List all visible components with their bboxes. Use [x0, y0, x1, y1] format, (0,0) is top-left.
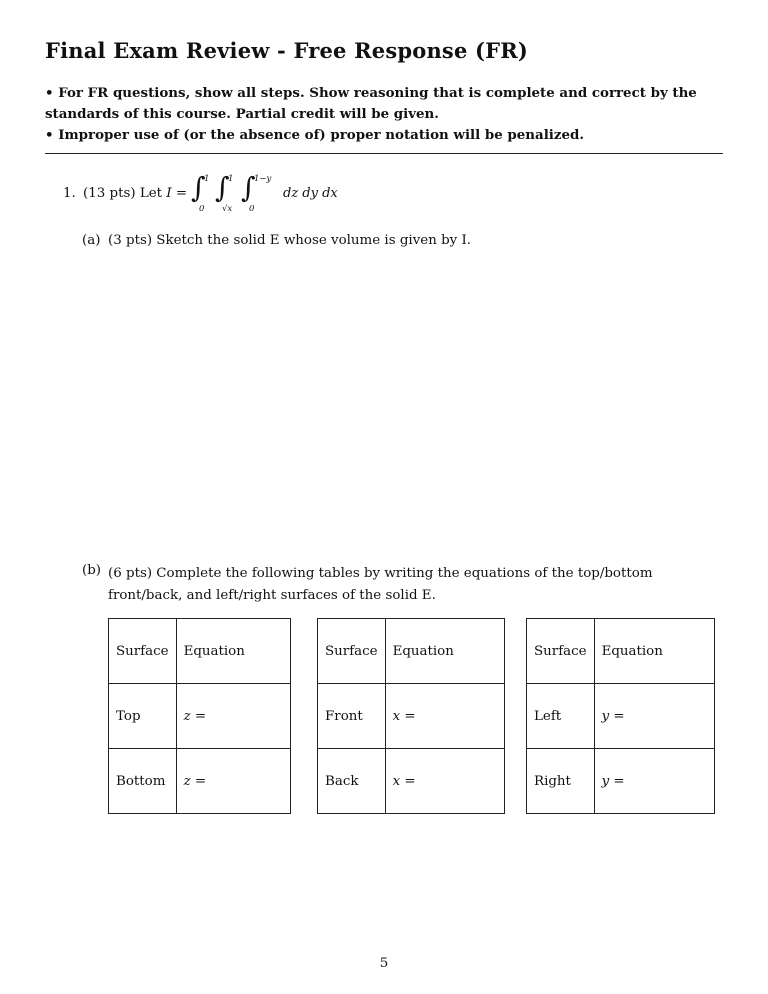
upper-limit-middle: 1: [228, 174, 234, 184]
instructions: [45, 83, 725, 146]
table-header-cell: Surface: [527, 619, 595, 684]
surface-name: Bottom: [109, 749, 177, 814]
upper-limit-outer: 1: [204, 174, 210, 184]
surface-name: Left: [527, 684, 595, 749]
equals-sign: =: [171, 186, 188, 201]
equation-field[interactable]: x =: [385, 684, 504, 749]
equation-field[interactable]: y =: [594, 684, 714, 749]
table-header-cell: Equation: [594, 619, 714, 684]
part-b-text: (6 pts) Complete the following tables by writing the equations of the top/bottom front/back, and left/right surfaces of the solid E.: [108, 566, 653, 603]
surface-name: Top: [109, 684, 177, 749]
equation-field[interactable]: x =: [385, 749, 504, 814]
header-divider: [45, 153, 723, 154]
table-row: [109, 749, 291, 814]
part-b-label: (b): [82, 563, 102, 578]
equation-field[interactable]: z =: [176, 749, 290, 814]
table-row: [109, 684, 291, 749]
instruction-steps: • For FR questions, show all steps. Show reasoning that is complete and correct by the standards of this course. Partial credit will be given.: [45, 85, 697, 122]
question-intro-text: (13 pts) Let: [83, 186, 163, 201]
table-header-row: [527, 619, 715, 684]
lower-limit-outer: 0: [199, 204, 205, 214]
upper-limit-inner: 1−y: [254, 174, 272, 184]
surface-name: Front: [318, 684, 386, 749]
integral-differentials: dz dy dx: [283, 186, 338, 201]
surface-table-top-bottom: [108, 618, 291, 814]
lower-limit-inner: 0: [249, 204, 255, 214]
page-number: 5: [379, 956, 389, 971]
table-header-cell: Equation: [385, 619, 504, 684]
integral-sign-outer: ∫: [191, 171, 206, 204]
integral-sign-middle: ∫: [215, 171, 230, 204]
table-row: [318, 684, 505, 749]
table-header-cell: Surface: [109, 619, 177, 684]
table-row: [318, 749, 505, 814]
surface-name: Back: [318, 749, 386, 814]
integral-variable: I: [166, 186, 172, 201]
surface-table-left-right: [526, 618, 715, 814]
table-header-row: [109, 619, 291, 684]
question-intro: [83, 186, 187, 201]
equation-field[interactable]: y =: [594, 749, 714, 814]
triple-integral: [189, 170, 349, 220]
table-header-row: [318, 619, 505, 684]
surface-table-front-back: [317, 618, 505, 814]
table-header-cell: Surface: [318, 619, 386, 684]
question-number: 1.: [63, 186, 76, 201]
part-a-text: (3 pts) Sketch the solid E whose volume is given by I.: [108, 233, 472, 248]
instruction-notation: • Improper use of (or the absence of) proper notation will be penalized.: [45, 127, 585, 143]
table-row: [527, 749, 715, 814]
integral-sign-inner: ∫: [241, 171, 256, 204]
table-header-cell: Equation: [176, 619, 290, 684]
surface-name: Right: [527, 749, 595, 814]
equation-field[interactable]: z =: [176, 684, 290, 749]
table-row: [527, 684, 715, 749]
part-a-label: (a): [82, 233, 101, 248]
lower-limit-middle: √x: [222, 204, 233, 214]
page-title: Final Exam Review - Free Response (FR): [45, 38, 529, 63]
